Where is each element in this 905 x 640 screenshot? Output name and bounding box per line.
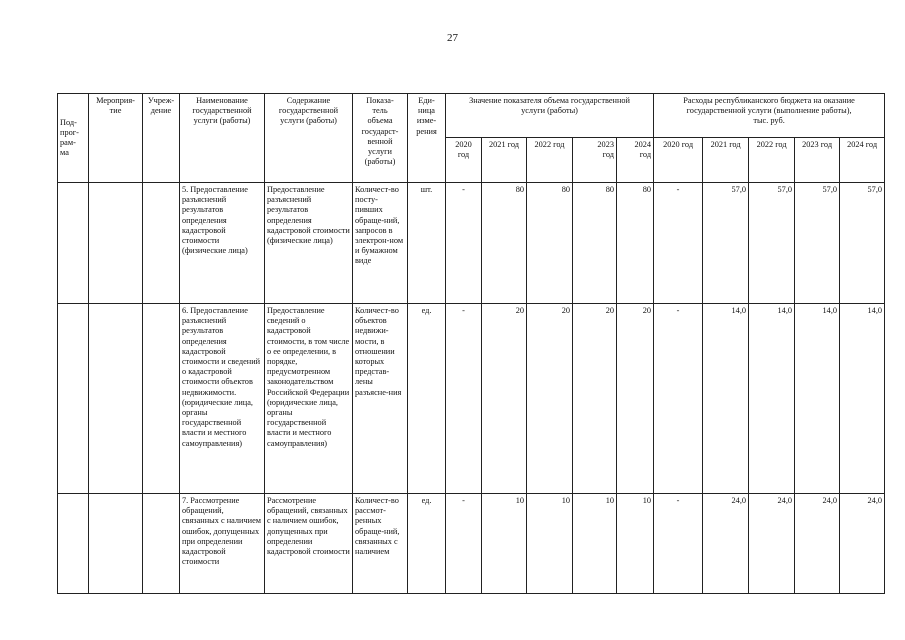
institution-cell [143, 304, 180, 494]
volume-cell: 10 [617, 494, 654, 594]
volume-cell: 20 [527, 304, 573, 494]
expense-cell: 24,0 [703, 494, 749, 594]
header-expense-year: 2020 год [654, 138, 703, 183]
volume-cell: 80 [617, 183, 654, 304]
volume-cell: 10 [482, 494, 527, 594]
unit-cell: ед. [408, 304, 446, 494]
header-row-1 [58, 94, 885, 138]
expense-cell: 14,0 [840, 304, 885, 494]
header-volume-year: 2021 год [482, 138, 527, 183]
volume-cell: - [446, 494, 482, 594]
header-subprogram: Под- прог- рам- ма [58, 94, 89, 183]
header-service-name: Наименование государственной услуги (работы) [180, 94, 265, 183]
expense-cell: 24,0 [840, 494, 885, 594]
header-volume-year: 2022 год [527, 138, 573, 183]
volume-cell: 20 [573, 304, 617, 494]
header-expense-year: 2022 год [749, 138, 795, 183]
service-name-cell: 5. Предоставление разъяснений результатов определения кадастровой стоимости (физические лица) [180, 183, 265, 304]
event-cell [89, 183, 143, 304]
indicator-cell: Количест-во рассмот-ренных обраще-ний, связанных с наличием [353, 494, 408, 594]
indicator-cell: Количест-во посту-пивших обраще-ний, запросов в электрон-ном и бумажном виде [353, 183, 408, 304]
institution-cell [143, 183, 180, 304]
service-content-cell: Рассмотрение обращений, связанных с наличием ошибок, допущенных при определении кадастровой стоимости [265, 494, 353, 594]
expense-cell: 57,0 [840, 183, 885, 304]
table-row [58, 494, 885, 594]
expense-cell: 14,0 [703, 304, 749, 494]
expense-cell: 57,0 [703, 183, 749, 304]
unit-cell: шт. [408, 183, 446, 304]
expense-cell: 57,0 [749, 183, 795, 304]
header-institution: Учреж- дение [143, 94, 180, 183]
volume-cell: 10 [527, 494, 573, 594]
expense-cell: 24,0 [795, 494, 840, 594]
header-volume-group: Значение показателя объема государственной услуги (работы) [446, 94, 654, 138]
expense-cell: 24,0 [749, 494, 795, 594]
table-row [58, 183, 885, 304]
subprogram-cell [58, 494, 89, 594]
header-volume-year: 2020 год [446, 138, 482, 183]
header-volume-year: 2023 год [573, 138, 617, 183]
institution-cell [143, 494, 180, 594]
service-name-cell: 6. Предоставление разъяснений результатов определения кадастровой стоимости и сведений о кадастровой стоимости объектов недвижимости. (юридические лица, органы государственной власти и местного самоуправления) [180, 304, 265, 494]
header-expense-year: 2023 год [795, 138, 840, 183]
expense-cell: 57,0 [795, 183, 840, 304]
header-volume-year: 2024 год [617, 138, 654, 183]
unit-cell: ед. [408, 494, 446, 594]
volume-cell: 20 [482, 304, 527, 494]
volume-cell: 10 [573, 494, 617, 594]
subprogram-cell [58, 183, 89, 304]
services-table [57, 93, 885, 594]
volume-cell: - [446, 304, 482, 494]
header-expense-year: 2021 год [703, 138, 749, 183]
expense-cell: 14,0 [749, 304, 795, 494]
expense-cell: - [654, 183, 703, 304]
volume-cell: - [446, 183, 482, 304]
header-unit: Еди- ница изме- рения [408, 94, 446, 183]
page-number: 27 [447, 32, 458, 44]
table-row [58, 304, 885, 494]
expense-cell: - [654, 304, 703, 494]
service-content-cell: Предоставление сведений о кадастровой стоимости, в том числе о ее определении, в порядке, предусмотренном законодательством Российской Федерации (юридические лица, органы государственной власти и местного самоуправления) [265, 304, 353, 494]
header-expense-group: Расходы республиканского бюджета на оказание государственной услуги (выполнение работы), тыс. руб. [654, 94, 885, 138]
volume-cell: 80 [527, 183, 573, 304]
expense-cell: 14,0 [795, 304, 840, 494]
header-expense-year: 2024 год [840, 138, 885, 183]
indicator-cell: Количест-во объектов недвижи-мости, в отношении которых представ-лены разъясне-ния [353, 304, 408, 494]
header-service-content: Содержание государственной услуги (работы) [265, 94, 353, 183]
header-indicator: Показа- тель объема государст- венной услуги (работы) [353, 94, 408, 183]
service-name-cell: 7. Рассмотрение обращений, связанных с наличием ошибок, допущенных при определении кадастровой стоимости [180, 494, 265, 594]
service-content-cell: Предоставление разъяснений результатов определения кадастровой стоимости (физические лица) [265, 183, 353, 304]
volume-cell: 20 [617, 304, 654, 494]
event-cell [89, 494, 143, 594]
header-event: Мероприя- тие [89, 94, 143, 183]
event-cell [89, 304, 143, 494]
subprogram-cell [58, 304, 89, 494]
expense-cell: - [654, 494, 703, 594]
volume-cell: 80 [573, 183, 617, 304]
volume-cell: 80 [482, 183, 527, 304]
